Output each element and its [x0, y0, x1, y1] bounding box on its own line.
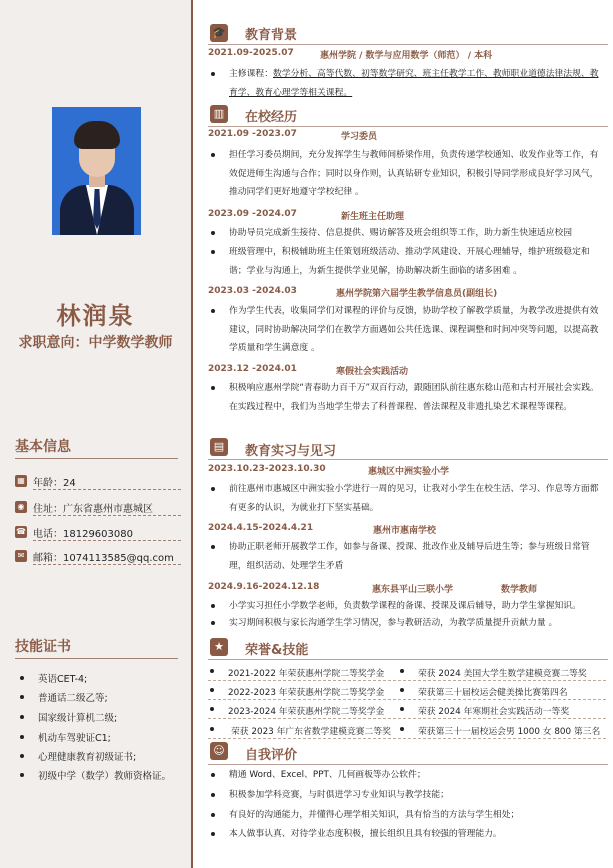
- address-row: [15, 498, 181, 516]
- skill-item: 机动车驾驶证C1;: [20, 730, 111, 744]
- basic-info-divider: [15, 458, 178, 459]
- skill-item: 初级中学（数学）教师资格证。: [20, 768, 171, 782]
- honor-item: 荣获第三十一届校运会男 1000 女 800 第三名: [398, 724, 600, 737]
- skills-divider: [15, 658, 178, 659]
- campus-bullet: 积极响应惠州学院“青春助力百千万”双百行动，跟随团队前往惠东稔山范和古村开展社会实践。在实践过程中，我们为当地学生带去了科普课程、普法课程及非遗扎染艺术课程等课程。: [208, 379, 606, 416]
- self-eval-item: 精通 Word、Excel、PPT、几何画板等办公软件；: [208, 766, 606, 785]
- email-text: 邮箱：1074113585@qq.com: [33, 552, 174, 564]
- skill-item: 英语CET-4;: [20, 671, 87, 685]
- honor-row-line: [208, 699, 606, 700]
- skill-item: 心理健康教育初级证书;: [20, 749, 136, 763]
- internship-rule: [208, 459, 608, 460]
- honor-row-line: [208, 718, 606, 719]
- profile-photo: [52, 107, 141, 235]
- honor-row-line: [208, 738, 606, 739]
- education-rule: [208, 44, 608, 45]
- graduation-cap-icon: 🎓: [210, 24, 228, 42]
- basic-info-heading: 基本信息: [15, 439, 71, 455]
- skill-item: 普通话二级乙等;: [20, 690, 108, 704]
- self-eval-item: 有良好的沟通能力，并懂得心理学相关知识，具有恰当的方法与学生相处；: [208, 806, 606, 825]
- phone-icon: ☎: [16, 527, 26, 536]
- self-eval-rule: [208, 764, 608, 765]
- education-school: 惠州学院 / 数学与应用数学（师范） / 本科: [320, 51, 493, 61]
- briefcase-icon: ▤: [210, 438, 228, 456]
- campus-rule: [208, 126, 608, 127]
- education-title: 教育背景: [245, 28, 298, 43]
- mail-icon: ✉: [15, 550, 27, 562]
- address-text: 住址：广东省惠州市惠城区: [33, 503, 153, 515]
- honors-title: 荣誉&技能: [245, 643, 309, 658]
- internship-bullet: 实习期间积极与家长沟通学生学习情况，参与教研活动，为教学质量提升贡献力量 。: [208, 614, 606, 633]
- education-period: 2021.09-2025.07: [208, 48, 294, 58]
- campus-bullet: 协助导员完成新生接待、信息提供、赐访解答及班会组织等工作，助力新生快速适应校园: [208, 224, 606, 243]
- age-row: [15, 472, 181, 490]
- self-eval-item: 积极参加学科竞赛，与时俱进学习专业知识与教学技能；: [208, 786, 606, 805]
- internship-bullet: 前往惠州市惠城区中洲实验小学进行一周的见习，让我对小学生在校生活、学习、作息等方面都有更多的认识，为就业打下坚实基础。: [208, 480, 606, 517]
- honors-rule: [208, 659, 608, 660]
- phone-row: [15, 523, 181, 541]
- internship-bullet: 小学实习担任小学数学老师，负责数学课程的备课、授课及课后辅导，助力学生掌握知识。: [208, 597, 606, 616]
- email-row: [15, 547, 181, 565]
- map-pin-icon: ◉: [15, 501, 27, 513]
- calendar-icon: ▦: [15, 475, 27, 487]
- honor-item: 荣获 2024 年寒期社会实践活动一等奖: [398, 704, 569, 717]
- honor-item: 2023-2024 年荣获惠州学院二等奖学金: [208, 704, 384, 717]
- honor-item: 2021-2022 年荣获惠州学院二等奖学金: [208, 666, 384, 679]
- user-icon: ☺: [210, 742, 228, 760]
- campus-bullet: 担任学习委员期间，充分发挥学生与教师间桥梁作用，负责传递学校通知、收发作业等工作，有效促进师生沟通与合作；同时以身作则，认真钻研专业知识，积极引导同学形成良好学习风气，推动同学们更好地遵守学校纪律 。: [208, 146, 606, 202]
- internship-bullet: 协助正职老师开展教学工作，如参与备课、授课、批改作业及辅导后进生等；参与班级日常管理，组织活动、处理学生矛盾: [208, 538, 606, 575]
- age-text: 年龄：24: [33, 477, 76, 489]
- phone-text: 电话：18129603080: [33, 528, 133, 540]
- trophy-icon: ★: [210, 638, 228, 656]
- main-content: 🎓 教育背景 2021.09-2025.07 惠州学院 / 数学与应用数学（师范） / 本科 主修课程：数学分析、高等代数、初等数学研究、班主任教学工作、教师职业道德法律法规、教育学、教育心理学等相关课程。 ▥ 在校经历 2021.09 -2023.07 学习委员 担任学习委员期间，充分发挥学生与教师间桥梁作用，负责传递学校通知、收发作业等工作，有效促进师生沟通与合作；同时以身作则，认真钻研专业知识，积极引导同学形成良好学习风气，推动同学们更好地遵守学校纪律 。 2023.09 -2024.07 新生班主任助理 协助导员完成新生接待、信息提供、赐访解答及班会组织等工作，助力新生快速适应校园 班级管理中，积极辅助班主任策划班级活动、推动学风建设、开展心理辅导，维护班级稳定和谐；学业与沟通上，为新生提供学业见解，协助解决新生面临的诸多困难 。 2023.03 -2024.03 惠州学院第六届学生教学信息员(副组长) 作为学生代表，收集同学们对课程的评价与反馈，协助学校了解教学质量，为教学改进提供有效建议，同时协助解决同学们在教学方面遇如公共任选课、课程调整和时间冲突等问题，以提高教学质量和学生满意度 。 2023.12 -2024.01 寒假社会实践活动 积极响应惠州学院“青春助力百千万”双百行动，跟随团队前往惠东稔山范和古村开展社会实践。在实践过程中，我们为当地学生带去了科普课程、普法课程及非遗扎染艺术课程等课程。 ▤ 教育实习与见习 2023.10.23-2023.10.30 惠城区中洲实验小学 前往惠州市惠城区中洲实验小学进行一周的见习，让我对小学生在校生活、学习、作息等方面都有更多的认识，为就业打下坚实基础。 2024.4.15-2024.4.21 惠州市惠南学校 协助正职老师开展教学工作，如参与备课、授课、批改作业及辅导后进生等；参与班级日常管理，组织活动、处理学生矛盾 2024.9.16-2024.12.18 惠东县平山三联小学 数学教师 小学实习担任小学数学老师，负责数学课程的备课、授课及课后辅导，助力学生掌握知识。 实习期间积极与家长沟通学生学习情况，参与教研活动，为教学质量提升贡献力量 。 ★ 荣誉&技能 2021-2022 年荣获惠州学院二等奖学金 荣获 2024 美国大学生数学建模竞赛二等奖 2022-2023 年荣获惠州学院二等奖学金 荣获第三十届校运会健美操比赛第四名 2023-2024 年荣获惠州学院二等奖学金 荣获 2024 年寒期社会实践活动一等奖 荣获 2023 年广东省数学建模竞赛二等奖 荣获第三十一届校运会男 1000 女 800 第三名 ☺ 自我评价 精通 Word、Excel、PPT、几何画板等办公软件； 积极参加学科竞赛，与时俱进学习专业知识与教学技能； 有良好的沟通能力，并懂得心理学相关知识，具有恰当的方法与学生相处； 本人做事认真、对待学业态度积极，擅长组织且具有较强的管理能力。: [193, 0, 613, 868]
- honor-item: 荣获 2023 年广东省数学建模竞赛二等奖: [208, 724, 391, 737]
- skills-heading: 技能证书: [15, 639, 71, 655]
- honor-item: 荣获 2024 美国大学生数学建模竞赛二等奖: [398, 666, 587, 679]
- internship-title: 教育实习与见习: [245, 444, 337, 459]
- campus-title: 在校经历: [245, 110, 298, 125]
- skill-item: 国家级计算机二级;: [20, 710, 117, 724]
- honor-row-line: [208, 680, 606, 681]
- self-eval-title: 自我评价: [245, 748, 298, 763]
- campus-bullet: 班级管理中，积极辅助班主任策划班级活动、推动学风建设、开展心理辅导，维护班级稳定和谐；学业与沟通上，为新生提供学业见解，协助解决新生面临的诸多困难 。: [208, 243, 606, 280]
- education-courses: 主修课程：数学分析、高等代数、初等数学研究、班主任教学工作、教师职业道德法律法规、教育学、教育心理学等相关课程。: [208, 65, 606, 102]
- building-icon: ▥: [210, 105, 228, 123]
- honor-item: 荣获第三十届校运会健美操比赛第四名: [398, 685, 568, 698]
- campus-bullet: 作为学生代表，收集同学们对课程的评价与反馈，协助学校了解教学质量，为教学改进提供有效建议，同时协助解决同学们在教学方面遇如公共任选课、课程调整和时间冲突等问题，以提高教学质量和学生满意度 。: [208, 302, 606, 358]
- self-eval-item: 本人做事认真、对待学业态度积极，擅长组织且具有较强的管理能力。: [208, 825, 606, 844]
- job-intent: 求职意向：中学数学教师: [18, 335, 173, 351]
- left-sidebar: [0, 0, 191, 868]
- honor-item: 2022-2023 年荣获惠州学院二等奖学金: [208, 685, 384, 698]
- candidate-name: 林润泉: [56, 302, 135, 330]
